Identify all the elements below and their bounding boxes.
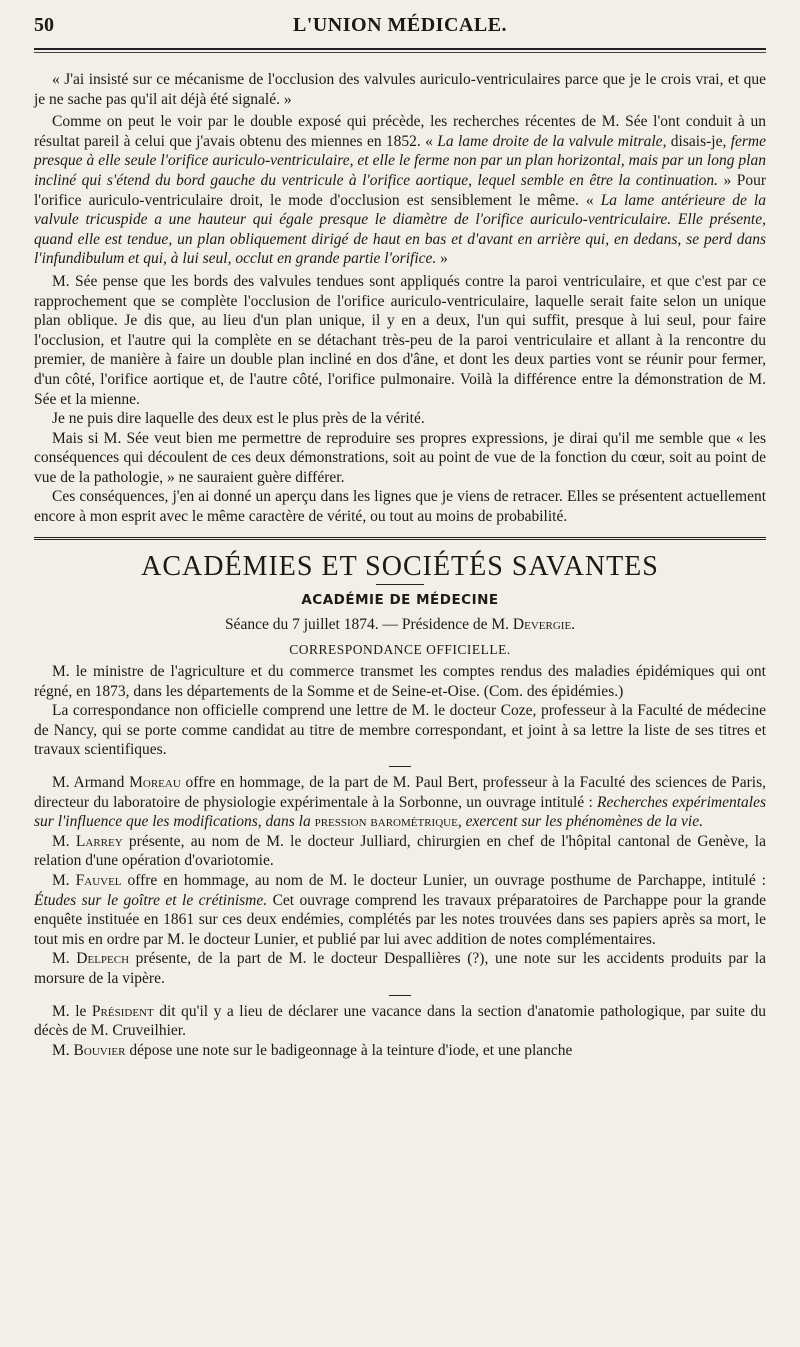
paragraph: Je ne puis dire laquelle des deux est le plus près de la vérité. [52,410,425,428]
header-rule [34,48,766,50]
page-header [34,14,766,44]
minutes-item: M. le Président dit qu'il y a lieu de déclarer une vacance dans la section d'anatomie pathologique, par suite du décès de M. Cruveilhier. [34,1002,767,1040]
paragraph: Mais si M. Sée veut bien me permettre de reproduire ses propres expressions, je dirai qu'il me semble que « les conséquences qui découlent de ces deux démonstrations, soit au point de vue de la fonction du cœur, soit au point de vue de la pathologie, » ne sauraient guère différer. [34,429,766,486]
title-rule [376,584,424,585]
paragraph: Ces conséquences, j'en ai donné un aperçu dans les lignes que je viens de retracer. Elles se présentent actuellement encore à mon esprit avec le même caractère de vérité, ou tout au moins de probabilité. [34,488,766,526]
minutes-item: M. Delpech présente, de la part de M. le docteur Despallières (?), une note sur les accidents produits par la morsure de la vipère. [34,950,766,987]
minutes-item: M. Bouvier dépose une note sur le badigeonnage à la teinture d'iode, et une planche [52,1041,573,1059]
separator-dash [389,995,411,996]
article-body [34,70,766,1060]
minutes-item: M. Armand Moreau offre en hommage, de la part de M. Paul Bert, professeur à la Faculté des sciences de Paris, directeur du laboratoire de physiologie expérimentale à la Sorbonne, un ouvrage intitulé : Recherches expérimentales sur l'influence que les modifications, dans la pression barométrique, exercent sur les phénomènes de la vie. [34,774,766,831]
academy-title: ACADÉMIE DE MÉDECINE [301,592,499,609]
correspondance-heading: CORRESPONDANCE OFFICIELLE. [289,642,511,658]
paragraph: « J'ai insisté sur ce mécanisme de l'occlusion des valvules auriculo-ventriculaires parce que je le crois vrai, et que je ne sache pas qu'il ait déjà été signalé. » [34,71,766,108]
paragraph: Comme on peut le voir par le double exposé qui précède, les recherches récentes de M. Sée l'ont conduit à un résultat pareil à celui que j'avais obtenu des miennes en 1852. « La lame droite de la valvule mitrale, disais-je, ferme presque à elle seule l'orifice auriculo-ventriculaire, et elle le ferme non par un plan horizontal, mais par un long plan incliné qui s'étend du bord gauche du ventricule à l'orifice aortique, lequel semble en être la continuation. » Pour l'orifice auriculo-ventriculaire droit, le mode d'occlusion est sensiblement le même. « La lame antérieure de la valvule tricuspide a une hauteur qui égale presque le diamètre de l'orifice auriculo-ventriculaire. Elle présente, quand elle est tendue, un plan obliquement dirigé de haut en bas et d'avant en arrière qui, en dedans, se perd dans l'infundibulum et qui, à lui seul, occlut en grande partie l'orifice. » [34,113,766,268]
paragraph: M. Sée pense que les bords des valvules tendues sont appliqués contre la paroi ventriculaire, et que c'est par ce rapprochement que se complète l'occlusion de l'orifice auriculo-ventriculaire, laquelle serait faite selon un unique plan oblique. Je dis que, au lieu d'un plan unique, il y en a deux, l'un qui suffit, presque à lui seul, pour faire l'occlusion, et l'autre qui la complète en se détachant très-peu de la paroi ventriculaire et allant à la rencontre du premier, de manière à faire un double plan incliné en dos d'âne, et dont les deux parties vont se réunir pour fermer, d'un côté, l'orifice aortique et, de l'autre côté, l'orifice pulmonaire. Voilà la différence entre la démonstration de M. Sée et la mienne. [34,272,766,408]
minutes-item: M. le ministre de l'agriculture et du commerce transmet les comptes rendus des maladies épidémiques qui ont régné, en 1873, dans les départements de la Somme et de Seine-et-Oise. (Com. des épidémies.) [34,663,766,700]
minutes-item: M. Larrey présente, au nom de M. le docteur Julliard, chirurgien en chef de l'hôpital cantonal de Genève, la relation d'une opération d'ovariotomie. [34,832,766,870]
separator-dash [389,766,411,767]
header-rule-thin [34,52,766,53]
section-title: ACADÉMIES ET SOCIÉTÉS SAVANTES [141,550,659,582]
minutes-item: La correspondance non officielle comprend une lettre de M. le docteur Coze, professeur à la Faculté de médecine de Nancy, qui se porte comme candidat au titre de membre correspondant, et joint à sa lettre la liste de ses titres et travaux scientifiques. [34,702,766,759]
journal-title: L'UNION MÉDICALE. [292,14,508,36]
session-line: Séance du 7 juillet 1874. — Présidence de M. Devergie. [224,615,576,633]
page-number: 50 [34,14,54,36]
section-divider [34,537,766,543]
minutes-item: M. Fauvel offre en hommage, au nom de M. le docteur Lunier, un ouvrage posthume de Parchappe, intitulé : Études sur le goître et le crétinisme. Cet ouvrage comprend les travaux préparatoires de Parchappe pour la grande enquête instituée en 1861 sur ces deux endémies, complétés par les notes trouvées dans ses papiers après sa mort, le tout mis en ordre par M. le docteur Lunier, et publié par lui avec addition de notes complémentaires. [34,871,766,948]
